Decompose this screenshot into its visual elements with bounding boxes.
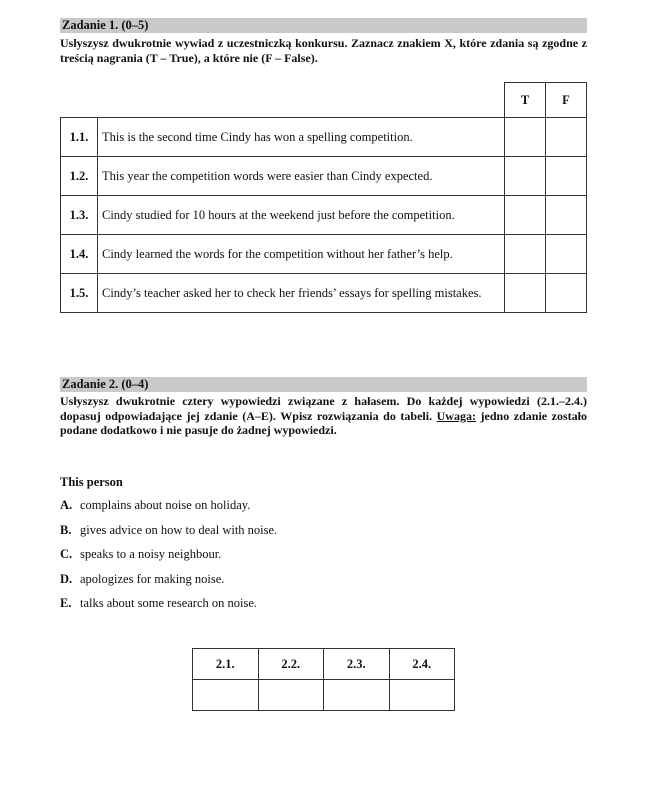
- statement-number: 1.3.: [61, 196, 98, 235]
- table-row: [61, 274, 587, 313]
- answer-cell[interactable]: [324, 680, 390, 711]
- task2-instruction: Usłyszysz dwukrotnie cztery wypowiedzi związane z hałasem. Do każdej wypowiedzi (2.1.–2.4.) dopasuj odpowiadające jej zdanie (A–E). Wpisz rozwiązania do tabeli.: [60, 394, 587, 423]
- true-answer-cell[interactable]: [505, 118, 546, 157]
- note-text: jedno zdanie zostało podane dodatkowo i nie pasuje do żadnej wypowiedzi.: [60, 408, 587, 437]
- answer-input-row: [193, 680, 455, 711]
- answer-header-row: [193, 649, 455, 680]
- task2-instruction-block: [60, 394, 587, 438]
- table-row: [61, 235, 587, 274]
- option-letter: B.: [60, 522, 72, 537]
- list-item: [60, 595, 277, 620]
- true-answer-cell[interactable]: [505, 235, 546, 274]
- list-item: [60, 546, 277, 571]
- option-text: complains about noise on holiday.: [80, 498, 251, 512]
- options-list: [60, 497, 277, 620]
- option-text: apologizes for making noise.: [80, 571, 225, 586]
- note-label: Uwaga:: [436, 408, 476, 423]
- statement-text: This year the competition words were easier than Cindy expected.: [98, 157, 505, 196]
- false-answer-cell[interactable]: [546, 274, 587, 313]
- answer-cell[interactable]: [258, 680, 324, 711]
- option-letter: C.: [60, 547, 73, 561]
- option-text: speaks to a noisy neighbour.: [80, 547, 222, 561]
- statement-text: This is the second time Cindy has won a spelling competition.: [98, 118, 505, 157]
- header-blank: [61, 83, 505, 118]
- false-answer-cell[interactable]: [546, 118, 587, 157]
- list-item: [60, 571, 277, 596]
- table-row: [61, 196, 587, 235]
- true-answer-cell[interactable]: [505, 274, 546, 313]
- statement-number: 1.5.: [61, 274, 98, 313]
- option-text: gives advice on how to deal with noise.: [80, 522, 278, 537]
- answer-header: 2.4.: [389, 649, 455, 680]
- list-item: [60, 522, 277, 547]
- answer-cell[interactable]: [193, 680, 259, 711]
- task1-header: Zadanie 1. (0–5): [60, 18, 587, 33]
- task1-instruction: Usłyszysz dwukrotnie wywiad z uczestniczką konkursu. Zaznacz znakiem X, które zdania są zgodne z treścią nagrania (T – True), a które nie (F – False).: [60, 36, 587, 65]
- false-answer-cell[interactable]: [546, 157, 587, 196]
- answer-table: [192, 648, 455, 711]
- table-row: [61, 118, 587, 157]
- answer-header: 2.2.: [258, 649, 324, 680]
- header-true: T: [505, 83, 546, 118]
- statement-text: Cindy’s teacher asked her to check her friends’ essays for spelling mistakes.: [98, 274, 505, 313]
- option-letter: D.: [60, 571, 73, 586]
- true-false-table: [60, 82, 587, 313]
- true-answer-cell[interactable]: [505, 196, 546, 235]
- option-letter: A.: [60, 498, 73, 512]
- statement-text: Cindy learned the words for the competition without her father’s help.: [98, 235, 505, 274]
- this-person-heading: This person: [60, 475, 123, 489]
- task2-header: Zadanie 2. (0–4): [60, 377, 587, 392]
- true-answer-cell[interactable]: [505, 157, 546, 196]
- statement-number: 1.1.: [61, 118, 98, 157]
- answer-header: 2.1.: [193, 649, 259, 680]
- option-text: talks about some research on noise.: [80, 596, 258, 610]
- table-row: [61, 157, 587, 196]
- option-letter: E.: [60, 596, 72, 610]
- statement-number: 1.4.: [61, 235, 98, 274]
- table-header-row: [61, 83, 587, 118]
- answer-cell[interactable]: [389, 680, 455, 711]
- false-answer-cell[interactable]: [546, 235, 587, 274]
- list-item: [60, 497, 277, 522]
- false-answer-cell[interactable]: [546, 196, 587, 235]
- statement-number: 1.2.: [61, 157, 98, 196]
- answer-header: 2.3.: [324, 649, 390, 680]
- header-false: F: [546, 83, 587, 118]
- statement-text: Cindy studied for 10 hours at the weekend just before the competition.: [98, 196, 505, 235]
